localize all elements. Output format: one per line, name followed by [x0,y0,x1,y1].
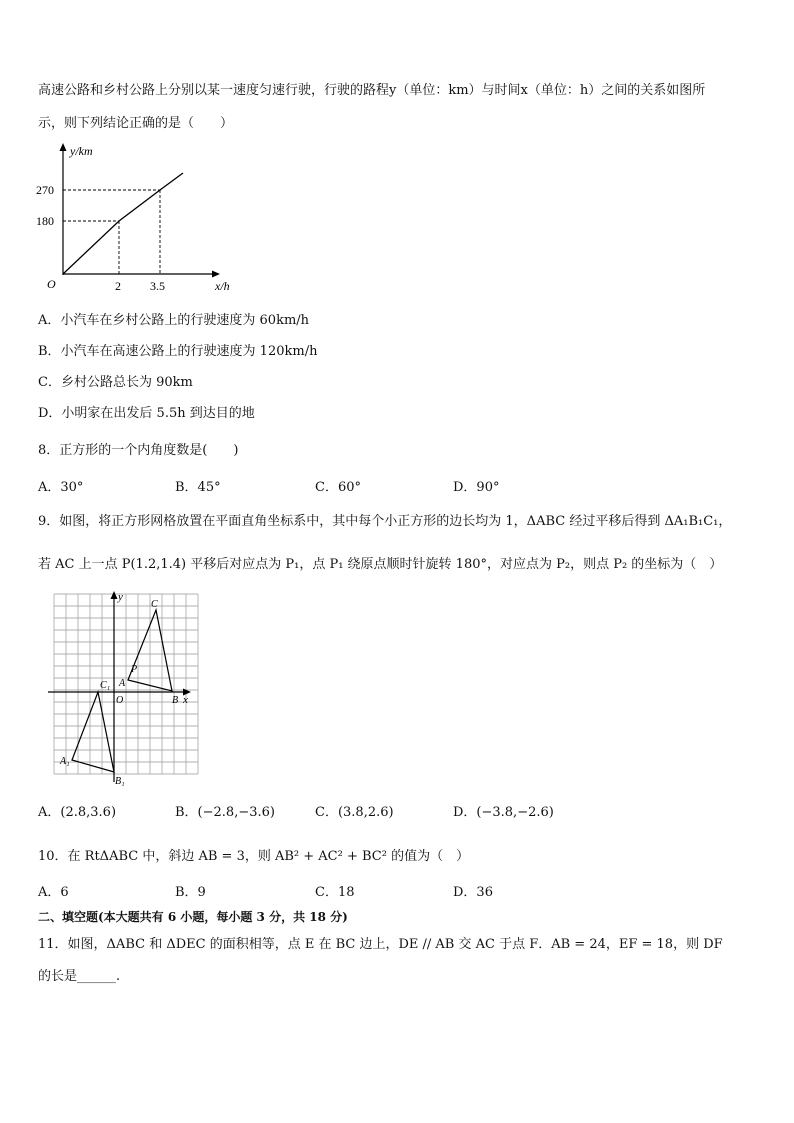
q9-label-a: A [119,678,126,689]
q9-stem-line2: 若 AC 上一点 P(1.2,1.4) 平移后对应点为 P₁，点 P₁ 绕原点顺时针旋转 180°，对应点为 P₂，则点 P₂ 的坐标为（ ） [38,557,723,572]
q9-stem-line1: 9．如图，将正方形网格放置在平面直角坐标系中，其中每个小正方形的边长均为 1，ΔABC 经过平移后得到 ΔA₁B₁C₁， [38,514,732,529]
q9-label-c: C [151,599,158,610]
q7-option-d: D．小明家在出发后 5.5h 到达目的地 [38,406,255,421]
q7-x-axis-arrow [212,271,220,278]
q9-label-o: O [116,695,124,706]
q9-label-c1: C₁ [100,680,111,691]
q7-stem-line1: 高速公路和乡村公路上分别以某一速度匀速行驶，行驶的路程y（单位：km）与时间x（单位：h）之间的关系如图所 [38,83,706,98]
q7-y-tick-180: 180 [36,214,54,228]
q7-y-axis-arrow [60,143,67,151]
q11-stem-line1: 11．如图，ΔABC 和 ΔDEC 的面积相等，点 E 在 BC 边上，DE // AB 交 AC 于点 F．AB = 24，EF = 18，则 DF [38,937,723,952]
q8-option-d: D．90° [453,480,500,495]
q9-label-b: B [172,695,179,706]
q9-label-x: x [183,694,188,706]
q8-option-c: C．60° [315,480,361,495]
q9-label-y: y [118,591,123,603]
q9-option-b: B．(−2.8,−3.6) [175,805,275,820]
q7-option-a: A．小汽车在乡村公路上的行驶速度为 60km/h [38,313,310,328]
q8-option-b: B．45° [175,480,221,495]
q8-option-a: A．30° [38,480,84,495]
section2-heading: 二、填空题(本大题共有 6 小题，每小题 3 分，共 18 分) [38,910,348,924]
q9-label-b1: B₁ [115,776,125,787]
q9-option-c: C．(3.8,2.6) [315,805,394,820]
q10-option-d: D．36 [453,885,493,900]
q7-origin-label: O [47,277,56,291]
q9-option-d: D．(−3.8,−2.6) [453,805,554,820]
q7-x-label: x/h [215,279,230,293]
q11-stem-line2: 的长是______. [38,969,121,984]
q10-option-a: A．6 [38,885,69,900]
q9-option-a: A．(2.8,3.6) [38,805,117,820]
q9-y-axis-arrow [111,591,118,599]
q10-stem: 10．在 RtΔABC 中，斜边 AB = 3，则 AB² + AC² + BC² 的值为（ ） [38,849,470,864]
q10-option-c: C．18 [315,885,355,900]
q7-x-tick-3-5: 3.5 [150,279,165,293]
q7-graph-line [63,173,183,274]
q7-option-c: C．乡村公路总长为 90km [38,375,193,390]
q9-label-a1: A₁ [60,756,70,767]
q8-stem: 8．正方形的一个内角度数是( ) [38,443,239,458]
q7-y-tick-270: 270 [36,183,54,197]
q7-stem-line2: 示，则下列结论正确的是（ ） [38,116,234,131]
q10-option-b: B．9 [175,885,206,900]
q9-label-p: P [131,664,138,675]
q7-distance-time-graph [30,140,250,300]
q9-grid-lines [54,594,198,774]
q7-y-label: y/km [70,144,93,158]
q7-option-b: B．小汽车在高速公路上的行驶速度为 120km/h [38,344,318,359]
q7-x-tick-2: 2 [115,279,121,293]
q9-grid-figure [44,586,204,791]
